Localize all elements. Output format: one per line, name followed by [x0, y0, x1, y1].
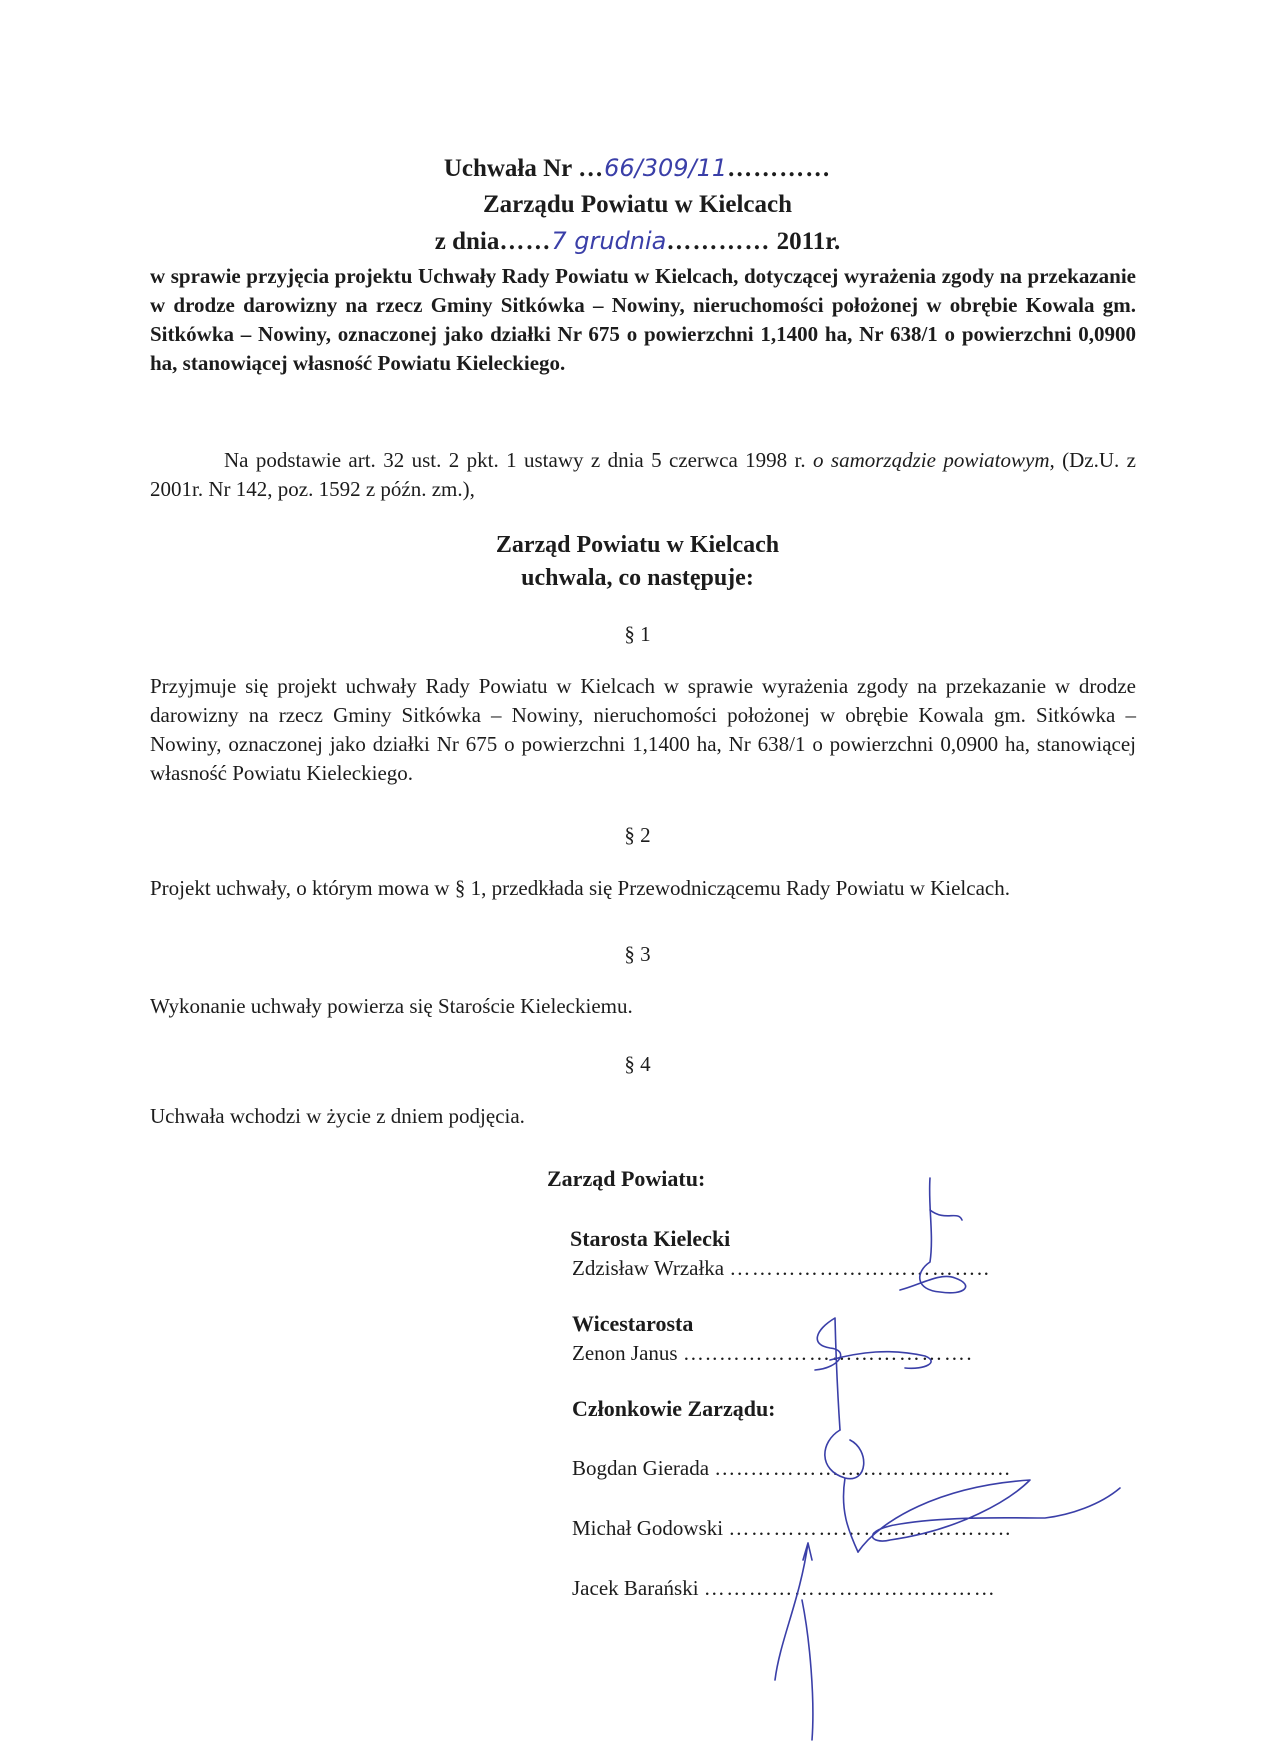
wicestarosta-role: Wicestarosta — [572, 1311, 694, 1336]
legal-basis: Na podstawie art. 32 ust. 2 pkt. 1 ustawy z dnia 5 czerwca 1998 r. o samorządzie powiatowym, (Dz.U. z 2001r. Nr 142, poz. 1592 z późn. zm.), — [150, 448, 1136, 501]
signature-wicestarosta — [815, 1318, 931, 1430]
document-header — [0, 150, 1275, 260]
section-text-4: Uchwała wchodzi w życie z dniem podjęcia. — [150, 1104, 525, 1128]
issuing-body: Zarządu Powiatu w Kielcach — [482, 191, 792, 218]
resolution-subject: w sprawie przyjęcia projektu Uchwały Rady Powiatu w Kielcach, dotyczącej wyrażenia zgody na przekazanie w drodze darowizny na rzecz Gminy Sitkówka – Nowiny, nieruchomości położonej w obrębie Kowala gm. Sitkówka – Nowiny, oznaczonej jako działki Nr 675 o powierzchni 1,1400 ha, Nr 638/1 o powierzchni 0,0900 ha, stanowiącej własność Powiatu Kieleckiego. — [150, 264, 1136, 375]
wicestarosta-signature-line: Zenon Janus …..……………………………. — [572, 1341, 974, 1365]
section-sign-4: § 4 — [624, 1052, 651, 1076]
section-text-3: Wykonanie uchwały powierza się Staroście Kieleckiemu. — [150, 994, 633, 1018]
section-sign-2: § 2 — [624, 823, 651, 847]
board-members-role: Członkowie Zarządu: — [572, 1396, 776, 1421]
resolution-title: Uchwała Nr …66/309/11………… — [443, 154, 832, 182]
member-signature-line: Bogdan Gierada …..…………………………….. — [572, 1456, 1012, 1480]
handwritten-resolution-number: 66/309/11 — [604, 154, 728, 182]
signature-member-baranski — [775, 1543, 813, 1740]
member-signature-line: Jacek Barański ………………………………… — [572, 1576, 997, 1600]
resolution-date: z dnia……7 grudnia………… 2011r. — [434, 227, 841, 255]
section-sign-1: § 1 — [624, 622, 651, 646]
signatures-heading: Zarząd Powiatu: — [547, 1166, 706, 1191]
member-signature-line: Michał Godowski ……………………………….. — [572, 1516, 1012, 1540]
handwritten-date: 7 grudnia — [551, 227, 667, 255]
section-text-1: Przyjmuje się projekt uchwały Rady Powiatu w Kielcach w sprawie wyrażenia zgody na przekazanie w drodze darowizny na rzecz Gminy Sitkówka – Nowiny, nieruchomości położonej w obrębie Kowala gm. Sitkówka – Nowiny, oznaczonej jako działki Nr 675 o powierzchni 1,1400 ha, Nr 638/1 o powierzchni 0,0900 ha, stanowiącej własność Powiatu Kieleckiego. — [150, 674, 1136, 785]
section-text-2: Projekt uchwały, o którym mowa w § 1, przedkłada się Przewodniczącemu Rady Powiatu w Kielcach. — [150, 876, 1010, 900]
starosta-signature-line: Zdzisław Wrzałka …………………………….. — [572, 1256, 991, 1280]
section-sign-3: § 3 — [624, 942, 651, 966]
starosta-role: Starosta Kielecki — [570, 1226, 731, 1251]
board-resolves-heading: Zarząd Powiatu w Kielcach uchwala, co następuje: — [495, 532, 780, 591]
